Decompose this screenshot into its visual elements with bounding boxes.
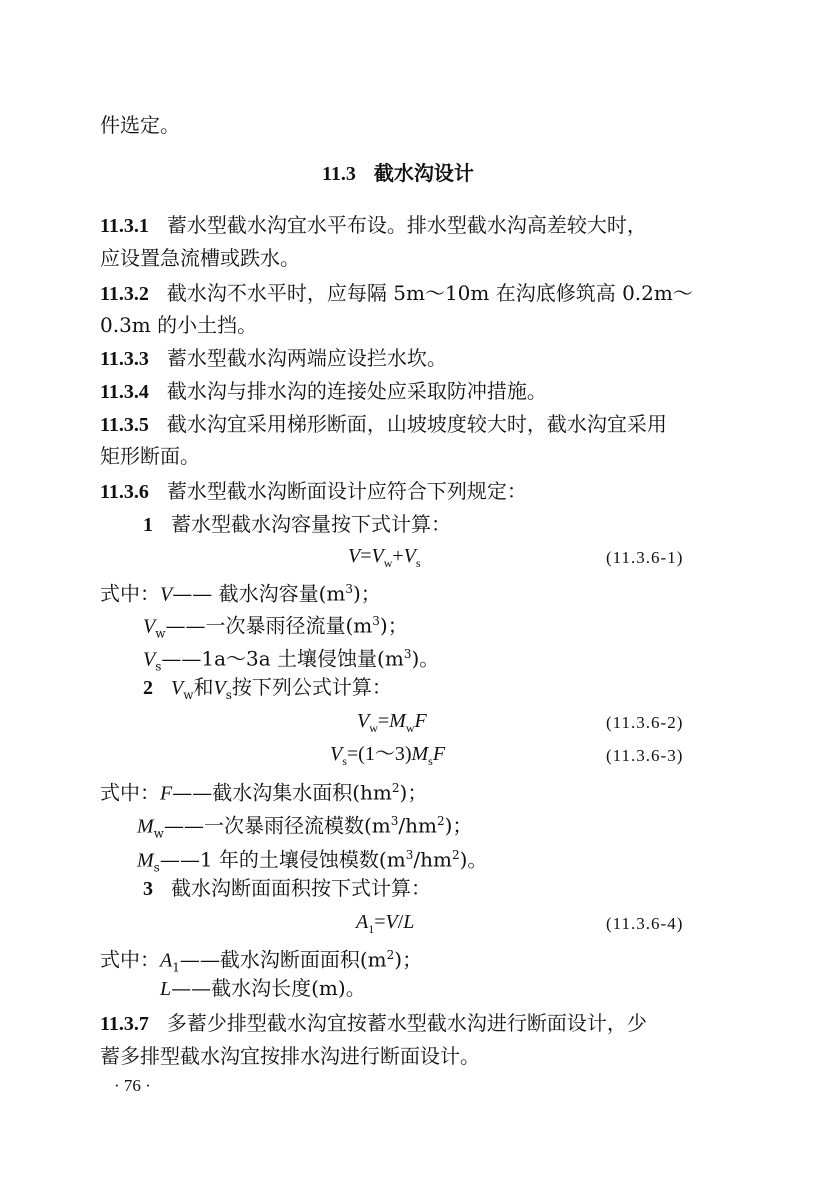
- variable-description: 截水沟长度(m)。: [211, 976, 366, 1000]
- equation-number: (11.3.6-1): [606, 548, 684, 567]
- unit-mid: /hm: [413, 847, 452, 872]
- clause-number: 11.3.6: [100, 481, 149, 503]
- clause-number: 11.3.5: [100, 414, 149, 436]
- clause-text: 截水沟与排水沟的连接处应采取防冲措施。: [166, 379, 547, 403]
- clause-number: 11.3.1: [100, 215, 149, 237]
- equation-number: (11.3.6-2): [606, 713, 684, 732]
- unit-mid: /hm: [398, 813, 437, 838]
- dash: ——: [172, 581, 213, 606]
- dash: ——: [165, 613, 206, 638]
- clause-number: 11.3.2: [100, 283, 149, 305]
- clause-text: 蓄水型截水沟断面设计应符合下列规定：: [166, 479, 527, 503]
- equation-11-3-6-1: $V=V_w+V_s$: [348, 545, 421, 570]
- dash: ——: [179, 947, 220, 972]
- variable-description: 截水沟集水面积(hm: [212, 780, 392, 805]
- variable-description: 1 年的土壤侵蚀模数(m: [199, 847, 406, 872]
- variable-description: 一次暴雨径流模数(m: [203, 813, 391, 838]
- punct: )；: [394, 947, 423, 972]
- punct: )；: [379, 613, 408, 638]
- where-label: 式中：: [100, 780, 160, 805]
- variable-description: 截水沟容量(m: [218, 581, 346, 606]
- dash: ——: [159, 847, 200, 872]
- dash: ——: [171, 976, 212, 1000]
- punct: )。: [411, 646, 440, 671]
- clause-number: 11.3.7: [100, 1013, 149, 1035]
- where-line-vw: $V_w——$一次暴雨径流量$(m^3)$；: [143, 613, 408, 641]
- where-line-l: L——截水沟长度(m)。: [160, 976, 366, 1000]
- intro-text: 件选定。: [100, 113, 180, 137]
- item-number: 2: [143, 677, 153, 699]
- clause-11-3-4: [100, 376, 547, 407]
- punct: )；: [399, 780, 428, 805]
- clause-number: 11.3.4: [100, 381, 149, 403]
- clause-11-3-7: [100, 1008, 647, 1039]
- clause-text: 蓄水型截水沟宜水平布设。排水型截水沟高差较大时，: [166, 213, 647, 237]
- item-text: 和: [193, 675, 214, 699]
- clause-11-3-5-cont: 矩形断面。: [100, 444, 200, 468]
- clause-text: 截水沟不水平时，应每隔 5m～10m 在沟底修筑高 0.2m～: [166, 281, 693, 305]
- where-line-f: 式中：F——截水沟集水面积$(hm^2)$；: [100, 780, 428, 805]
- equation-coefficient: =(1～3): [346, 743, 412, 765]
- clause-11-3-1: [100, 210, 647, 241]
- punct: )。: [459, 847, 488, 872]
- section-title: 截水沟设计: [373, 161, 474, 185]
- where-line-ms: $M_s——1$ 年的土壤侵蚀模数$(m^3/hm^2)$。: [137, 847, 488, 875]
- item-text: 按下列公式计算：: [231, 675, 392, 699]
- section-heading: [322, 158, 474, 189]
- item-number: 1: [143, 514, 153, 536]
- variable-description: 截水沟断面面积(m: [219, 947, 387, 972]
- equation-number: (11.3.6-4): [606, 914, 684, 933]
- item-number: 3: [143, 878, 153, 900]
- clause-11-3-2: [100, 278, 693, 309]
- clause-11-3-5: [100, 409, 667, 440]
- where-line-a1: 式中：$A_1——$截水沟断面面积$(m^2)$；: [100, 947, 423, 975]
- item-2: 2 $V_w$和$V_s$按下列公式计算：: [143, 675, 392, 702]
- dash: ——: [163, 813, 204, 838]
- equation-11-3-6-2: $V_w=M_wF$: [357, 710, 427, 735]
- where-line-v: 式中：V—— 截水沟容量$(m^3)$；: [100, 581, 381, 606]
- where-label: 式中：: [100, 581, 160, 606]
- page-number: · 76 ·: [114, 1076, 151, 1095]
- clause-11-3-1-cont: 应设置急流槽或跌水。: [100, 246, 300, 270]
- clause-text: 截水沟宜采用梯形断面，山坡坡度较大时，截水沟宜采用: [166, 412, 667, 436]
- where-line-vs: $V_s——1a\sim 3a$ 土壤侵蚀量$(m^3)$。: [143, 646, 440, 674]
- clause-11-3-7-cont: 蓄多排型截水沟宜按排水沟进行断面设计。: [100, 1044, 480, 1068]
- variable-description: 一次暴雨径流量(m: [205, 613, 373, 638]
- where-label: 式中：: [100, 947, 160, 972]
- punct: )；: [444, 813, 473, 838]
- item-text: 截水沟断面面积按下式计算：: [171, 876, 431, 900]
- item-1: [143, 509, 451, 540]
- clause-11-3-2-cont: 0.3m 的小土挡。: [100, 313, 258, 337]
- punct: )；: [353, 581, 381, 606]
- equation-number: (11.3.6-3): [606, 746, 684, 765]
- clause-11-3-3: [100, 343, 447, 374]
- clause-11-3-6: [100, 476, 527, 507]
- where-line-mw: $M_w——$一次暴雨径流模数$(m^3/hm^2)$；: [137, 813, 473, 841]
- clause-text: 蓄水型截水沟两端应设拦水坎。: [166, 346, 447, 370]
- item-3: [143, 873, 431, 904]
- dash: ——: [161, 646, 202, 671]
- equation-11-3-6-3: $V_s=(1\sim 3)M_sF$: [330, 743, 446, 768]
- clause-number: 11.3.3: [100, 348, 149, 370]
- variable-description: 1a～3a 土壤侵蚀量(m: [201, 646, 404, 671]
- section-number: 11.3: [322, 163, 356, 185]
- clause-text: 多蓄少排型截水沟宜按蓄水型截水沟进行断面设计，少: [166, 1011, 647, 1035]
- equation-11-3-6-4: $A_1=V/L$: [356, 911, 415, 936]
- item-text: 蓄水型截水沟容量按下式计算：: [171, 512, 451, 536]
- dash: ——: [172, 780, 213, 805]
